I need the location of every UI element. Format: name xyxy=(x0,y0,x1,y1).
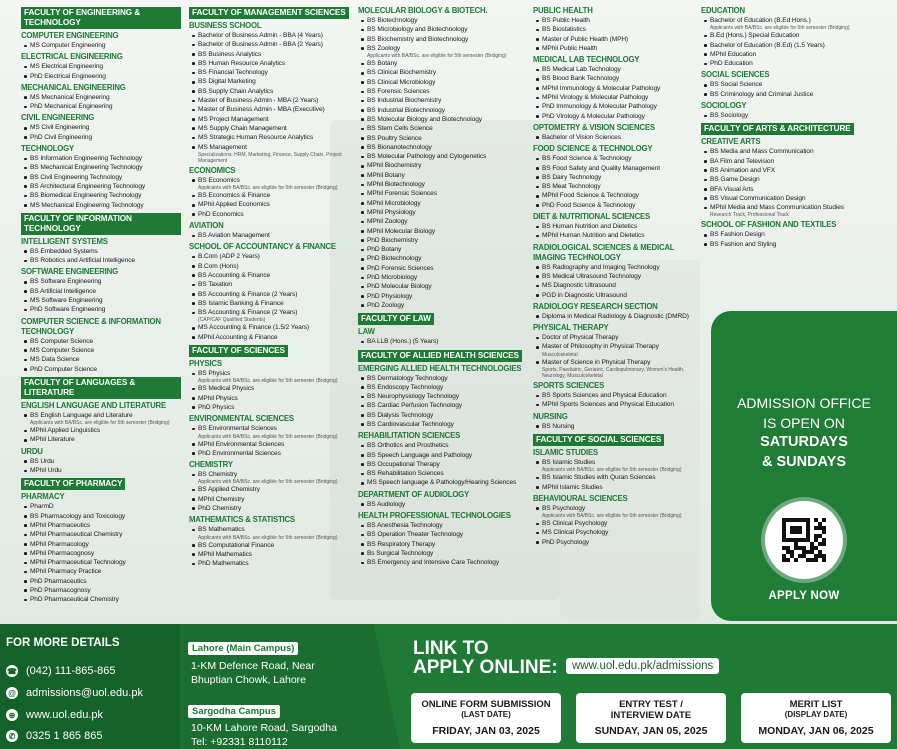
program-item: BS Dialysis Technology xyxy=(358,411,530,420)
program-item: BS Food Safety and Quality Management xyxy=(533,164,701,173)
program-item: MPhil Virology & Molecular Pathology xyxy=(533,93,701,102)
program-item: BS Molecular Pathology and Cytogenetics xyxy=(358,152,530,161)
program-item: PhD Psychology xyxy=(533,538,701,547)
program-item: BS Cardiac Perfusion Technology xyxy=(358,401,530,410)
footer xyxy=(0,624,897,749)
program-item: BS Mathematics xyxy=(189,525,354,534)
department-heading: REHABILITATION SCIENCES xyxy=(358,431,461,441)
program-item: PhD Chemistry xyxy=(189,504,354,513)
program-item: PhD Pharmacognosy xyxy=(21,586,181,595)
program-item: BS Public Health xyxy=(533,16,701,25)
program-note: Applicants with BA/BSc. are eligible for 5th semester (Bridging) xyxy=(542,513,682,520)
faculty-heading: FACULTY OF LAW xyxy=(358,313,434,325)
program-item: MPhil Pharmaceutical Chemistry xyxy=(21,530,181,539)
program-item: BS Economics & Finance xyxy=(189,191,354,200)
department-heading: NURSING xyxy=(533,411,568,421)
program-item: BS Aviation Management xyxy=(189,231,354,240)
program-column xyxy=(358,4,530,568)
globe-icon: ⊕ xyxy=(6,709,18,721)
program-item: PhD Food Science & Technology xyxy=(533,201,701,210)
program-item: MPhil Applied Linguistics xyxy=(21,426,181,435)
program-note: Applicants with BA/BSc. are eligible for 5th semester (Bridging) xyxy=(542,467,682,474)
sargodha-campus-label: Sargodha Campus xyxy=(188,705,280,718)
program-item: MPhil Pharmacy Practice xyxy=(21,567,181,576)
program-item: BS Chemistry xyxy=(189,470,354,479)
program-note: Applicants with BA/BSc. are eligible for 5th semester (Bridging) xyxy=(198,433,338,440)
program-item: PhD Education xyxy=(701,59,891,68)
program-item: BS Clinical Biochemistry xyxy=(358,68,530,77)
program-item: Bachelor of Business Admin - BBA (2 Years) xyxy=(189,40,354,49)
faculty-heading: FACULTY OF INFORMATION TECHNOLOGY xyxy=(21,213,181,235)
program-item: BS Software Engineering xyxy=(21,277,181,286)
department-heading: FOOD SCIENCE & TECHNOLOGY xyxy=(533,144,653,154)
program-item: MS Project Management xyxy=(189,115,354,124)
department-heading: URDU xyxy=(21,446,43,456)
program-item: MPhil Applied Economics xyxy=(189,200,354,209)
program-item: BS Economics xyxy=(189,176,354,185)
program-item: BS Respiratory Therapy xyxy=(358,540,530,549)
program-item: B.Com (Hons) xyxy=(189,262,354,271)
program-item: MS Diagnostic Ultrasound xyxy=(533,281,701,290)
faculty-heading: FACULTY OF ALLIED HEALTH SCIENCES xyxy=(358,350,522,362)
program-item: MPhil Education xyxy=(701,50,891,59)
department-heading: PHYSICAL THERAPY xyxy=(533,323,609,333)
program-item: BS Supply Chain Analytics xyxy=(189,87,354,96)
program-item: PGD in Diagnostic Ultrasound xyxy=(533,291,701,300)
whatsapp-icon: ✆ xyxy=(6,730,18,742)
program-item: Bs Surgical Technology xyxy=(358,549,530,558)
department-heading: BUSINESS SCHOOL xyxy=(189,21,262,30)
program-item: MS Speech language & Pathology/Hearing Sciences xyxy=(358,478,530,487)
program-note: Sports, Paediatric, Geriatric, Cardiopulmonary, Women's Health, Neurology, Musculoskeletal xyxy=(542,367,685,380)
program-item: MS Computer Science xyxy=(21,346,181,355)
program-item: Bachelor of Vision Sciences xyxy=(533,133,701,142)
faculty-heading: FACULTY OF ARTS & ARCHITECTURE xyxy=(701,123,854,135)
department-heading: MECHANICAL ENGINEERING xyxy=(21,82,126,92)
program-note: Specializations: HRM, Marketing, Finance, Supply Chain, Project Management xyxy=(198,151,342,164)
program-note: Applicants with BA/BSc. are eligible for 5th semester (Bridging) xyxy=(198,479,338,486)
program-item: BS Accounting & Finance xyxy=(189,271,354,280)
program-item: BS Radiography and Imaging Technology xyxy=(533,263,701,272)
department-heading: ISLAMIC STUDIES xyxy=(533,447,599,457)
department-heading: PHYSICS xyxy=(189,359,222,369)
program-item: MPhil Pharmaceutical Technology xyxy=(21,558,181,567)
whatsapp-row[interactable]: ✆ 0325 1 865 865 xyxy=(6,730,102,742)
program-item: BS Meat Technology xyxy=(533,182,701,191)
faculty-heading: FACULTY OF SCIENCES xyxy=(189,345,288,357)
department-heading: COMPUTER SCIENCE & INFORMATION TECHNOLOGY xyxy=(21,316,161,336)
program-item: BS Islamic Studies with Quran Sciences xyxy=(533,473,701,482)
program-item: MS Software Engineering xyxy=(21,296,181,305)
contact-panel xyxy=(0,624,180,749)
program-item: MPhil Microbiology xyxy=(358,199,530,208)
program-item: BS Industrial Biochemistry xyxy=(358,96,530,105)
qr-code-icon xyxy=(782,518,826,562)
program-item: PhD Zoology xyxy=(358,301,530,310)
program-item: PhD Molecular Biology xyxy=(358,282,530,291)
program-item: PhD Microbiology xyxy=(358,273,530,282)
program-item: MS Mechanical Engineering xyxy=(21,93,181,102)
program-note: Applicants with BA/BSc. are eligible for 5th semester (Bridging) xyxy=(198,378,338,385)
department-heading: ENVIRONMENTAL SCIENCES xyxy=(189,414,294,424)
program-item: BS Bionanotechnology xyxy=(358,143,530,152)
program-item: MPhil Human Nutrition and Dietetics xyxy=(533,231,701,240)
program-item: MPhil Sports Sciences and Physical Education xyxy=(533,400,701,409)
program-item: BS Dairy Technology xyxy=(533,173,701,182)
program-item: BS Orthotics and Prosthetics xyxy=(358,441,530,450)
program-note: Musculoskeletal xyxy=(542,351,578,358)
program-item: BS Media and Mass Communication xyxy=(701,147,891,156)
department-heading: MOLECULAR BIOLOGY & BIOTECH. xyxy=(358,6,488,15)
faculty-heading: FACULTY OF LANGUAGES & LITERATURE xyxy=(21,377,181,399)
program-item: MS Management xyxy=(189,143,354,152)
program-note: Applicants with BA/BSc. are eligible for 5th semester (Bridging) xyxy=(30,420,170,427)
program-item: BS Clinical Microbiology xyxy=(358,78,530,87)
program-item: Master of Science in Physical Therapy xyxy=(533,358,701,367)
department-heading: SOCIOLOGY xyxy=(701,101,747,111)
program-item: BS Botany xyxy=(358,59,530,68)
program-item: PhD Mechanical Engineering xyxy=(21,102,181,111)
program-item: MS Data Science xyxy=(21,355,181,364)
program-item: BS Anesthesia Technology xyxy=(358,521,530,530)
program-item: MPhil Food Science & Technology xyxy=(533,191,701,200)
program-column xyxy=(701,4,891,249)
program-item: BS Human Nutrition and Dietetics xyxy=(533,222,701,231)
program-item: BS Neurophysiology Technology xyxy=(358,392,530,401)
program-item: Master of Public Health (MPH) xyxy=(533,35,701,44)
program-item: PhD Physiology xyxy=(358,292,530,301)
program-item: PhD Biochemistry xyxy=(358,236,530,245)
admission-office-text: ADMISSION OFFICE IS OPEN ON xyxy=(737,395,871,431)
program-item: MPhil Forensic Sciences xyxy=(358,189,530,198)
program-note: Applicants with BA/BSc. are eligible for 5th semester (Bridging) xyxy=(198,185,338,192)
program-item: BS Artificial Intelligence xyxy=(21,287,181,296)
program-item: BS Blood Bank Technology xyxy=(533,74,701,83)
program-item: BS Information Engineering Technology xyxy=(21,154,181,163)
program-item: MPhil Literature xyxy=(21,435,181,444)
program-item: PhD Immunology & Molecular Pathology xyxy=(533,102,701,111)
program-item: BS Endoscopy Technology xyxy=(358,383,530,392)
department-heading: AVIATION xyxy=(189,221,224,231)
program-item: BS Social Science xyxy=(701,80,891,89)
department-heading: ELECTRICAL ENGINEERING xyxy=(21,52,123,62)
program-item: BS Sports Sciences and Physical Education xyxy=(533,391,701,400)
program-item: BS Fashion Design xyxy=(701,230,891,239)
department-heading: ENGLISH LANGUAGE AND LITERATURE xyxy=(21,400,166,410)
program-item: BS Architectural Engineering Technology xyxy=(21,182,181,191)
program-item: BS Audiology xyxy=(358,500,530,509)
department-heading: MATHEMATICS & STATISTICS xyxy=(189,515,295,525)
apply-now-button[interactable]: APPLY NOW xyxy=(768,590,840,602)
program-item: BS Criminology and Criminal Justice xyxy=(701,90,891,99)
program-item: MPhil Pharmacology xyxy=(21,540,181,549)
department-heading: BEHAVIOURAL SCIENCES xyxy=(533,493,628,503)
department-heading: LAW xyxy=(358,327,375,337)
program-item: Bachelor of Education (B.Ed Hons.) xyxy=(701,16,891,25)
program-item: BS Medical Lab Technology xyxy=(533,65,701,74)
department-heading: SOCIAL SCIENCES xyxy=(701,70,770,80)
program-item: BA LLB (Hons.) (5 Years) xyxy=(358,337,530,346)
department-heading: RADIOLOGICAL SCIENCES & MEDICAL IMAGING TECHNOLOGY xyxy=(533,242,675,262)
program-item: PhD Software Engineering xyxy=(21,305,181,314)
program-item: BS Financial Technology xyxy=(189,68,354,77)
department-heading: EDUCATION xyxy=(701,6,745,15)
program-item: BS Sociology xyxy=(701,111,891,120)
department-heading: DEPARTMENT OF AUDIOLOGY xyxy=(358,489,470,499)
department-heading: CIVIL ENGINEERING xyxy=(21,113,95,123)
program-item: BS Mechanical Engineering Technology xyxy=(21,163,181,172)
faculty-heading: FACULTY OF ENGINEERING & TECHNOLOGY xyxy=(21,7,181,29)
program-item: BS Civil Engineering Technology xyxy=(21,173,181,182)
program-item: BS Taxation xyxy=(189,280,354,289)
department-heading: RADIOLOGY RESEARCH SECTION xyxy=(533,301,658,311)
program-item: BS Accounting & Finance (2 Years) xyxy=(189,290,354,299)
program-item: MS Civil Engineering xyxy=(21,123,181,132)
program-item: MPhil Physiology xyxy=(358,208,530,217)
phone-icon: ☎ xyxy=(7,666,17,676)
program-item: BS Nursing xyxy=(533,422,701,431)
program-item: BS Embedded Systems xyxy=(21,247,181,256)
program-item: BS Islamic Banking & Finance xyxy=(189,299,354,308)
program-item: MPhil Pharmaceutics xyxy=(21,521,181,530)
qr-code[interactable] xyxy=(765,501,843,579)
program-item: BS Fashion and Styling xyxy=(701,240,891,249)
program-item: MPhil Media and Mass Communication Studies xyxy=(701,203,891,212)
department-heading: CREATIVE ARTS xyxy=(701,137,761,147)
department-heading: SCHOOL OF ACCOUNTANCY & FINANCE xyxy=(189,242,336,252)
program-item: BS Human Resource Analytics xyxy=(189,59,354,68)
lahore-campus-label: Lahore (Main Campus) xyxy=(188,642,298,655)
program-item: BFA Visual Arts xyxy=(701,185,891,194)
department-heading: EMERGING ALLIED HEALTH TECHNOLOGIES xyxy=(358,363,522,373)
program-item: MS Electrical Engineering xyxy=(21,62,181,71)
program-item: PhD Economics xyxy=(189,210,354,219)
program-item: BS Accounting & Finance (2 Years) xyxy=(189,308,354,317)
department-heading: SCHOOL OF FASHION AND TEXTILES xyxy=(701,220,837,230)
program-item: BA Film and Television xyxy=(701,157,891,166)
department-heading: HEALTH PROFESSIONAL TECHNOLOGIES xyxy=(358,511,511,521)
program-column xyxy=(189,4,354,568)
admissions-link[interactable]: www.uol.edu.pk/admissions xyxy=(566,658,719,674)
program-note: Applicants with BA/BSc. are eligible for 5th semester (Bridging) xyxy=(710,25,850,32)
program-item: MPhil Chemistry xyxy=(189,495,354,504)
details-heading: FOR MORE DETAILS xyxy=(6,637,120,649)
program-item: Master of Business Admin - MBA (Executive) xyxy=(189,105,354,114)
program-item: BS Islamic Studies xyxy=(533,458,701,467)
program-item: MPhil Molecular Biology xyxy=(358,227,530,236)
program-item: BS Microbiology and Biotechnology xyxy=(358,25,530,34)
program-item: BS Psychology xyxy=(533,504,701,513)
department-heading: PUBLIC HEALTH xyxy=(533,6,593,15)
website-row[interactable]: ⊕ www.uol.edu.pk xyxy=(6,709,103,721)
faculty-heading: FACULTY OF SOCIAL SCIENCES xyxy=(533,434,664,446)
program-item: MS Computer Engineering xyxy=(21,41,181,50)
program-item: BS Poultry Science xyxy=(358,134,530,143)
program-item: BS Rehabilitation Sciences xyxy=(358,469,530,478)
program-item: BS Emergency and Intensive Care Technology xyxy=(358,558,530,567)
department-heading: OPTOMETRY & VISION SCIENCES xyxy=(533,122,655,132)
program-item: MPhil Zoology xyxy=(358,217,530,226)
program-item: Master of Business Admin - MBA (2 Years) xyxy=(189,96,354,105)
program-note: (CAP/CAF Qualified Students) xyxy=(198,317,266,324)
program-item: BS Computational Finance xyxy=(189,541,354,550)
program-item: PhD Forensic Sciences xyxy=(358,264,530,273)
program-item: MS Mechanical Engineering Technology xyxy=(21,201,181,210)
program-item: PhD Physics xyxy=(189,403,354,412)
program-item: BS Molecular Biology and Biotechnology xyxy=(358,115,530,124)
program-item: MS Accounting & Finance (1.5/2 Years) xyxy=(189,323,354,332)
program-item: BS Game Design xyxy=(701,175,891,184)
program-item: BS Biomedical Engineering Technology xyxy=(21,191,181,200)
program-note: Applicants with BA/BSc. are eligible for 5th semester (Bridging) xyxy=(367,53,507,60)
program-item: MPhil Urdu xyxy=(21,466,181,475)
program-item: MPhil Public Health xyxy=(533,44,701,53)
program-item: BS Food Science & Technology xyxy=(533,154,701,163)
program-item: MPhil Biotechnology xyxy=(358,180,530,189)
program-note: Research Track, Professional Track xyxy=(710,212,789,219)
lahore-address: 1-KM Defence Road, Near Bhuptian Chowk, Lahore xyxy=(191,660,315,686)
program-item: BS Pharmacology and Toxicology xyxy=(21,512,181,521)
program-item: MPhil Islamic Studies xyxy=(533,483,701,492)
email-row[interactable]: @ admissions@uol.edu.pk xyxy=(6,687,143,699)
program-item: BS Applied Chemistry xyxy=(189,485,354,494)
program-item: BS Biotechnology xyxy=(358,16,530,25)
program-item: BS Robotics and Artificial Intelligence xyxy=(21,256,181,265)
program-item: PhD Environmental Sciences xyxy=(189,449,354,458)
department-heading: COMPUTER ENGINEERING xyxy=(21,31,119,40)
program-item: MPhil Accounting & Finance xyxy=(189,333,354,342)
program-item: PhD Civil Engineering xyxy=(21,133,181,142)
program-item: BS Forensic Sciences xyxy=(358,87,530,96)
department-heading: TECHNOLOGY xyxy=(21,144,75,154)
program-item: BS Animation and VFX xyxy=(701,166,891,175)
form-submission-date-box: ONLINE FORM SUBMISSION (LAST DATE) FRIDAY, JAN 03, 2025 xyxy=(411,693,561,743)
department-heading: SPORTS SCIENCES xyxy=(533,381,605,391)
program-item: Master of Philosophy in Physical Therapy xyxy=(533,342,701,351)
program-item: PhD Pharmaceutics xyxy=(21,577,181,586)
program-item: MS Clinical Psychology xyxy=(533,528,701,537)
program-item: BS Dermatology Technology xyxy=(358,374,530,383)
apply-online-heading: LINK TO APPLY ONLINE: xyxy=(413,638,558,678)
department-heading: CHEMISTRY xyxy=(189,460,233,470)
admission-days-text: SATURDAYS & SUNDAYS xyxy=(760,434,848,470)
program-item: BS Digital Marketing xyxy=(189,77,354,86)
program-item: BS Industrial Biotechnology xyxy=(358,106,530,115)
program-item: BS Cardiovascular Technology xyxy=(358,420,530,429)
program-item: BS Computer Science xyxy=(21,337,181,346)
program-item: MPhil Pharmacognosy xyxy=(21,549,181,558)
department-heading: SOFTWARE ENGINEERING xyxy=(21,267,118,277)
program-item: MPhil Environmental Sciences xyxy=(189,440,354,449)
program-item: Doctor of Physical Therapy xyxy=(533,333,701,342)
program-item: B.Ed (Hons.) Special Education xyxy=(701,31,891,40)
program-item: BS Medical Physics xyxy=(189,384,354,393)
admission-card xyxy=(711,311,897,621)
program-item: Bachelor of Business Admin - BBA (4 Years) xyxy=(189,31,354,40)
program-item: BS Urdu xyxy=(21,457,181,466)
program-item: Bachelor of Education (B.Ed) (1.5 Years) xyxy=(701,41,891,50)
program-item: BS Environmental Sciences xyxy=(189,424,354,433)
entry-test-date-box: ENTRY TEST / INTERVIEW DATE SUNDAY, JAN 05, 2025 xyxy=(576,693,726,743)
program-item: BS English Language and Literature xyxy=(21,411,181,420)
program-note: Applicants with BA/BSc. are eligible for 5th semester (Bridging) xyxy=(198,534,338,541)
program-item: B.Com (ADP 2 Years) xyxy=(189,252,354,261)
program-item: Diploma in Medical Radiology & Diagnostic (DMRD) xyxy=(533,312,701,321)
program-item: PhD Botany xyxy=(358,245,530,254)
program-item: PhD Mathematics xyxy=(189,559,354,568)
program-item: PhD Computer Science xyxy=(21,365,181,374)
department-heading: MEDICAL LAB TECHNOLOGY xyxy=(533,55,640,65)
department-heading: ECONOMICS xyxy=(189,165,236,175)
program-item: MPhil Physics xyxy=(189,394,354,403)
program-item: BS Medical Ultrasound Technology xyxy=(533,272,701,281)
merit-list-date-box: MERIT LIST (DISPLAY DATE) MONDAY, JAN 06, 2025 xyxy=(741,693,891,743)
program-item: BS Zoology xyxy=(358,44,530,53)
department-heading: PHARMACY xyxy=(21,492,65,502)
program-item: MPhil Biochemistry xyxy=(358,161,530,170)
program-item: MPhil Immunology & Molecular Pathology xyxy=(533,84,701,93)
program-item: PhD Virology & Molecular Pathology xyxy=(533,112,701,121)
program-column xyxy=(533,4,701,547)
program-item: BS Stem Cells Science xyxy=(358,124,530,133)
program-item: PhD Biotechnology xyxy=(358,254,530,263)
faculty-heading: FACULTY OF PHARMACY xyxy=(21,478,125,490)
program-item: BS Physics xyxy=(189,369,354,378)
program-item: BS Occupational Therapy xyxy=(358,460,530,469)
program-item: BS Biostatistics xyxy=(533,25,701,34)
faculty-heading: FACULTY OF MANAGEMENT SCIENCES xyxy=(189,7,349,19)
program-item: PhD Electrical Engineering xyxy=(21,72,181,81)
sargodha-address: 10-KM Lahore Road, Sargodha Tel: +92331 8110112 xyxy=(191,722,337,748)
email-icon: @ xyxy=(6,687,18,699)
program-item: MPhil Botany xyxy=(358,171,530,180)
program-item: MPhil Mathematics xyxy=(189,550,354,559)
program-column xyxy=(21,4,181,605)
program-item: BS Clinical Psychology xyxy=(533,519,701,528)
program-item: PhD Pharmaceutical Chemistry xyxy=(21,595,181,604)
program-item: MS Strategic Human Resource Analytics xyxy=(189,133,354,142)
department-heading: INTELLIGENT SYSTEMS xyxy=(21,236,108,246)
program-item: BS Biochemistry and Biotechnology xyxy=(358,35,530,44)
program-item: BS Business Analytics xyxy=(189,50,354,59)
phone-row[interactable]: ☎ (042) 111-865-865 xyxy=(7,665,116,677)
program-item: MS Supply Chain Management xyxy=(189,124,354,133)
program-item: PharmD xyxy=(21,502,181,511)
program-item: BS Speech Language and Pathology xyxy=(358,451,530,460)
program-item: BS Visual Communication Design xyxy=(701,194,891,203)
department-heading: DIET & NUTRITIONAL SCIENCES xyxy=(533,212,651,222)
program-item: BS Operation Theater Technology xyxy=(358,530,530,539)
